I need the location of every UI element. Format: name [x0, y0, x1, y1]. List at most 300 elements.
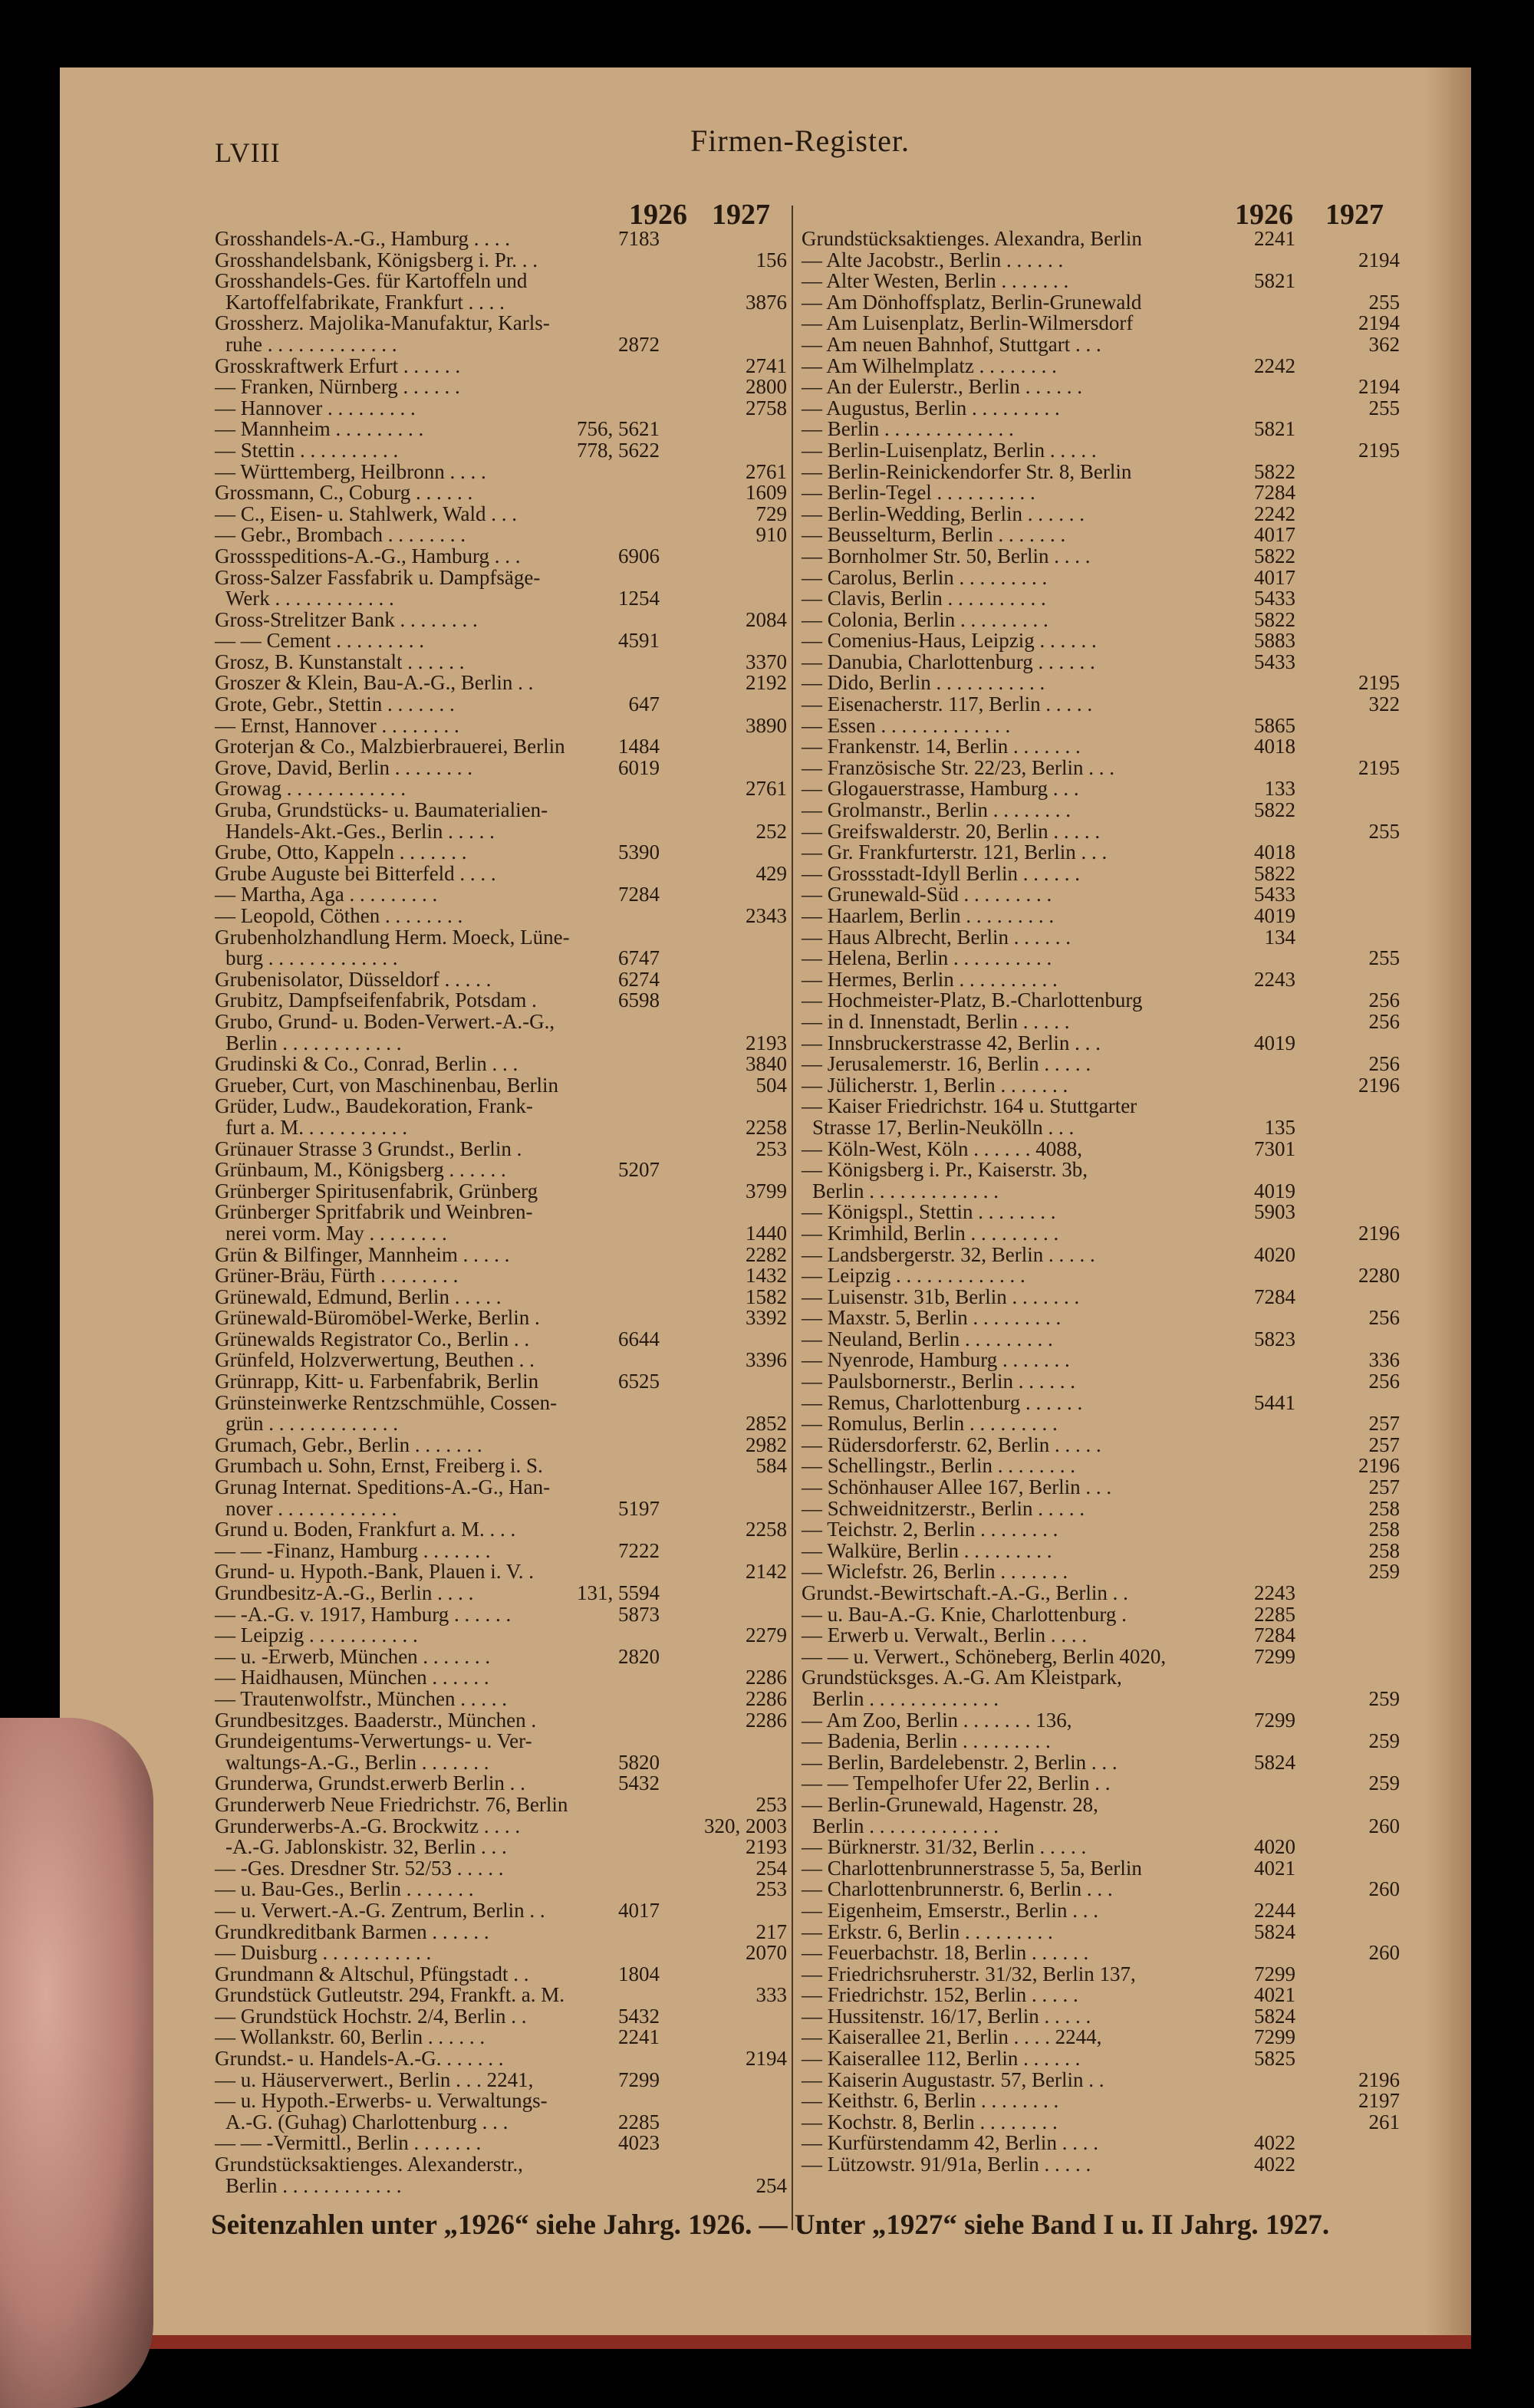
entry-name: — Schellingstr., Berlin . . . . . . . . — [802, 1454, 1075, 1478]
entry-name: Grund- u. Hypoth.-Bank, Plauen i. V. . — [215, 1560, 534, 1584]
entry-name: — Schönhauser Allee 167, Berlin . . . — [802, 1475, 1112, 1499]
page-ref-1927: 217 — [755, 1919, 787, 1943]
register-entry — [802, 356, 1407, 377]
register-entry — [215, 2091, 798, 2112]
entry-name: Grube, Otto, Kappeln . . . . . . . — [215, 840, 467, 864]
register-entry — [215, 1435, 798, 1456]
entry-name: Grosz, B. Kunstanstalt . . . . . . — [215, 650, 465, 673]
register-entry — [802, 2112, 1407, 2133]
page-ref-1927: 258 — [1368, 1538, 1400, 1562]
register-entry — [802, 1287, 1407, 1308]
entry-name: Grüder, Ludw., Baudekoration, Frank- — [215, 1094, 533, 1118]
page-ref-1926: 2243 — [1254, 967, 1295, 991]
page-ref-1927: 256 — [1368, 989, 1400, 1012]
page-title: Firmen-Register. — [690, 123, 910, 158]
page-ref-1927: 2286 — [746, 1686, 787, 1710]
register-entry — [215, 1390, 798, 1414]
register-entry — [215, 1837, 798, 1858]
entry-name: — — u. Verwert., Schöneberg, Berlin 4020, — [802, 1644, 1167, 1668]
page-ref-1926: 6906 — [618, 544, 660, 567]
register-entry — [802, 927, 1407, 949]
entry-name: — Teichstr. 2, Berlin . . . . . . . . — [802, 1518, 1058, 1541]
page-ref-1926: 4019 — [1254, 904, 1295, 927]
register-entry — [802, 969, 1407, 991]
entry-name: -A.-G. Jablonskistr. 32, Berlin . . . — [225, 1835, 507, 1859]
entry-name: — Dido, Berlin . . . . . . . . . . . — [802, 671, 1045, 695]
entry-name: — Greifswalderstr. 20, Berlin . . . . . — [802, 819, 1101, 843]
register-entry — [802, 2070, 1407, 2091]
register-entry — [215, 1900, 798, 1922]
register-entry — [215, 1919, 798, 1943]
register-entry — [215, 377, 798, 398]
entry-name: — Berlin-Luisenplatz, Berlin . . . . . — [802, 438, 1097, 462]
register-entry — [802, 1646, 1407, 1668]
register-entry — [802, 1456, 1407, 1477]
entry-name: — Erkstr. 6, Berlin . . . . . . . . . — [802, 1919, 1053, 1943]
register-entry — [802, 313, 1407, 334]
page-ref-1926: 7301 — [1254, 1137, 1295, 1160]
entry-name: Grumbach u. Sohn, Ernst, Freiberg i. S. — [215, 1454, 543, 1478]
register-entry — [215, 1879, 798, 1900]
entry-name: Grosshandels-Ges. für Kartoffeln und — [215, 269, 528, 293]
entry-name: Grün & Bilfinger, Mannheim . . . . . — [215, 1242, 510, 1266]
register-entry — [802, 755, 1407, 779]
entry-name: — Alte Jacobstr., Berlin . . . . . . — [802, 248, 1064, 271]
entry-name: — Trautenwolfstr., München . . . . . — [215, 1686, 507, 1710]
page-ref-1927: 257 — [1368, 1433, 1400, 1456]
register-entry — [802, 2091, 1407, 2112]
page-ref-1926: 1254 — [618, 587, 660, 610]
register-column-left — [215, 198, 798, 2196]
register-entry — [802, 1583, 1407, 1604]
register-entry — [802, 1837, 1407, 1858]
page-ref-1926: 7284 — [1254, 1285, 1295, 1308]
entry-name: — Berlin-Wedding, Berlin . . . . . . — [802, 502, 1085, 525]
entry-name: — Kaiserallee 112, Berlin . . . . . . — [802, 2047, 1081, 2071]
register-entry — [802, 588, 1407, 610]
page-ref-1926: 5822 — [1254, 798, 1295, 822]
entry-name: Gross-Strelitzer Bank . . . . . . . . — [215, 607, 478, 631]
year-1927-heading: 1927 — [712, 199, 770, 231]
page-ref-1927: 255 — [1368, 290, 1400, 314]
entry-name: Gruba, Grundstücks- u. Baumaterialien- — [215, 798, 548, 822]
register-entry — [215, 482, 798, 504]
entry-name: Grubo, Grund- u. Boden-Verwert.-A.-G., — [215, 1009, 555, 1033]
page-ref-1927: 2195 — [1358, 671, 1400, 695]
register-entry — [802, 673, 1407, 694]
entry-name: Grote, Gebr., Stettin . . . . . . . — [215, 692, 455, 716]
entry-name: — Friedrichstr. 152, Berlin . . . . . — [802, 1983, 1078, 2007]
page-ref-1927: 1432 — [746, 1264, 787, 1288]
register-entry — [802, 1604, 1407, 1626]
page-ref-1926: 5823 — [1254, 1327, 1295, 1350]
register-entry — [802, 1985, 1407, 2006]
page-ref-1926: 4591 — [618, 629, 660, 653]
entry-name: — Berlin . . . . . . . . . . . . . — [802, 417, 1014, 441]
register-entry — [802, 1919, 1407, 1943]
register-entry — [215, 525, 798, 546]
entry-name: — Glogauerstrasse, Hamburg . . . — [802, 777, 1079, 801]
register-entry — [215, 800, 798, 821]
entry-name: Grossherz. Majolika-Manufaktur, Karls- — [215, 311, 550, 335]
entry-name: — -Ges. Dresdner Str. 52/53 . . . . . — [215, 1856, 504, 1880]
page-ref-1926: 7284 — [1254, 1623, 1295, 1647]
page-ref-1926: 4017 — [1254, 523, 1295, 547]
entry-name: Grünbaum, M., Königsberg . . . . . . — [215, 1158, 506, 1182]
register-entry — [215, 440, 798, 462]
entry-name: Grundmann & Altschul, Pfüngstadt . . — [215, 1962, 529, 1985]
register-entry — [802, 1667, 1407, 1689]
entry-name: — Jülicherstr. 1, Berlin . . . . . . . — [802, 1073, 1068, 1097]
page-ref-1926: 7183 — [618, 227, 660, 250]
page-ref-1926: 1804 — [618, 1962, 660, 1985]
entry-name: — in d. Innenstadt, Berlin . . . . . — [802, 1009, 1070, 1033]
register-entry — [802, 906, 1407, 927]
entry-name: — Gr. Frankfurterstr. 121, Berlin . . . — [802, 840, 1108, 864]
register-entry — [215, 1752, 798, 1774]
entry-name: — Charlottenbrunnerstr. 6, Berlin . . . — [802, 1877, 1113, 1901]
entry-name: Grünrapp, Kitt- u. Farbenfabrik, Berlin — [215, 1370, 539, 1393]
entry-name: — Am Zoo, Berlin . . . . . . . 136, — [802, 1708, 1072, 1732]
register-entry — [802, 2154, 1407, 2176]
register-entry — [215, 1117, 798, 1139]
page-ref-1927: 2197 — [1358, 2089, 1400, 2113]
page-ref-1927: 2761 — [746, 777, 787, 801]
register-entry — [215, 1413, 798, 1435]
page-ref-1927: 256 — [1368, 1370, 1400, 1393]
entry-name: Grund u. Boden, Frankfurt a. M. . . . — [215, 1518, 516, 1541]
register-entry — [802, 440, 1407, 462]
page-ref-1927: 1582 — [746, 1285, 787, 1308]
register-entry — [802, 398, 1407, 419]
register-entry — [215, 1604, 798, 1626]
entry-name: — Kurfürstendamm 42, Berlin . . . . — [802, 2131, 1098, 2155]
entry-name: — Colonia, Berlin . . . . . . . . . — [802, 607, 1048, 631]
entry-name: — u. Häuserverwert., Berlin . . . 2241, — [215, 2068, 534, 2091]
entry-name: — Schweidnitzerstr., Berlin . . . . . — [802, 1496, 1085, 1520]
register-entry — [215, 607, 798, 631]
register-entry — [215, 1096, 798, 1117]
entry-name: Grueber, Curt, von Maschinenbau, Berlin — [215, 1073, 559, 1097]
page-ref-1926: 2243 — [1254, 1581, 1295, 1604]
entry-name: Grundst.- u. Handels-A.-G. . . . . . . — [215, 2047, 504, 2071]
page-ref-1926: 647 — [628, 692, 660, 716]
entry-name: — Luisenstr. 31b, Berlin . . . . . . . — [802, 1285, 1080, 1308]
register-entry — [802, 250, 1407, 271]
entry-name: — Ernst, Hannover . . . . . . . . — [215, 713, 459, 737]
entry-name: — Bürknerstr. 31/32, Berlin . . . . . — [802, 1835, 1087, 1859]
entry-name: — Hochmeister-Platz, B.-Charlottenburg — [802, 989, 1143, 1012]
register-entry — [802, 567, 1407, 589]
entry-name: Berlin . . . . . . . . . . . . . — [812, 1179, 999, 1202]
register-entry — [802, 377, 1407, 398]
page-ref-1927: 910 — [755, 523, 787, 547]
page-ref-1927: 256 — [1368, 1052, 1400, 1076]
page-ref-1927: 2070 — [746, 1941, 787, 1965]
register-entry — [802, 1879, 1407, 1900]
page-ref-1927: 261 — [1368, 2110, 1400, 2133]
register-entry — [802, 1223, 1407, 1245]
register-entry — [215, 2048, 798, 2070]
page-ref-1927: 2279 — [746, 1623, 787, 1647]
register-entry — [215, 250, 798, 271]
register-entry — [802, 229, 1407, 250]
page-ref-1926: 6274 — [618, 967, 660, 991]
page-ref-1926: 5822 — [1254, 544, 1295, 567]
register-entry — [802, 1242, 1407, 1266]
page-ref-1926: 5822 — [1254, 459, 1295, 483]
register-entry — [215, 821, 798, 843]
register-entry — [215, 652, 798, 673]
register-entry — [215, 1242, 798, 1266]
page-ref-1927: 2286 — [746, 1708, 787, 1732]
entry-name: — Alter Westen, Berlin . . . . . . . — [802, 269, 1069, 293]
register-entry — [802, 1752, 1407, 1774]
register-entry — [215, 2006, 798, 2028]
register-entry — [802, 1096, 1407, 1117]
register-entry — [802, 1413, 1407, 1435]
entry-name: — Eigenheim, Emserstr., Berlin . . . — [802, 1898, 1098, 1922]
page-ref-1927: 3396 — [746, 1348, 787, 1372]
entry-name: Groterjan & Co., Malzbierbrauerei, Berlin — [215, 735, 565, 758]
page-ref-1927: 252 — [755, 819, 787, 843]
entry-name: — Charlottenbrunnerstrasse 5, 5a, Berlin — [802, 1856, 1142, 1880]
page-ref-1926: 5197 — [618, 1496, 660, 1520]
entry-name: waltungs-A.-G., Berlin . . . . . . . — [225, 1750, 489, 1774]
register-entry — [802, 1816, 1407, 1837]
register-entry — [215, 1538, 798, 1562]
register-entry — [215, 1181, 798, 1202]
entry-name: — Grundstück Hochstr. 2/4, Berlin . . — [215, 2004, 527, 2028]
page-ref-1927: 2193 — [746, 1031, 787, 1054]
entry-name: — Berlin-Grunewald, Hagenstr. 28, — [802, 1792, 1098, 1816]
page-ref-1926: 4023 — [618, 2131, 660, 2155]
register-entry — [802, 990, 1407, 1012]
entry-name: — Helena, Berlin . . . . . . . . . . — [802, 946, 1052, 970]
page-ref-1927: 3392 — [746, 1306, 787, 1330]
register-entry — [215, 1287, 798, 1308]
register-entry — [802, 1519, 1407, 1541]
entry-name: — Neuland, Berlin . . . . . . . . . — [802, 1327, 1053, 1350]
page-ref-1927: 3876 — [746, 290, 787, 314]
entry-name: — Rüdersdorferstr. 62, Berlin . . . . . — [802, 1433, 1101, 1456]
register-entry — [215, 2027, 798, 2048]
register-entry — [802, 1265, 1407, 1287]
register-entry — [215, 1265, 798, 1287]
page-ref-1926: 5433 — [1254, 883, 1295, 906]
entry-name: — Grolmanstr., Berlin . . . . . . . . — [802, 798, 1071, 822]
page-ref-1926: 5821 — [1254, 269, 1295, 293]
entry-name: — — Cement . . . . . . . . . — [215, 629, 424, 653]
register-entry — [802, 504, 1407, 525]
register-entry — [802, 1858, 1407, 1880]
entry-name: Handels-Akt.-Ges., Berlin . . . . . — [225, 819, 495, 843]
entry-name: Grosskraftwerk Erfurt . . . . . . — [215, 354, 461, 377]
page-ref-1927: 253 — [755, 1877, 787, 1901]
page-ref-1927: 2761 — [746, 459, 787, 483]
register-entry — [802, 1390, 1407, 1414]
register-entry — [215, 1139, 798, 1160]
entry-name: — Walküre, Berlin . . . . . . . . . — [802, 1538, 1052, 1562]
entry-name: — Haus Albrecht, Berlin . . . . . . — [802, 925, 1071, 949]
page-ref-1927: 3799 — [746, 1179, 787, 1202]
page-ref-1926: 5441 — [1254, 1390, 1295, 1414]
entry-name: — Innsbruckerstrasse 42, Berlin . . . — [802, 1031, 1101, 1054]
register-entry — [802, 1625, 1407, 1646]
page-ref-1926: 135 — [1264, 1115, 1295, 1139]
page-ref-1927: 256 — [1368, 1306, 1400, 1330]
page-ref-1926: 6525 — [618, 1370, 660, 1393]
entry-name: — u. Bau-A.-G. Knie, Charlottenburg . — [802, 1602, 1127, 1626]
page-ref-1927: 333 — [755, 1983, 787, 2007]
entry-name: Grundbesitzges. Baaderstr., München . — [215, 1708, 537, 1732]
page-ref-1927: 1609 — [746, 481, 787, 505]
register-entry — [802, 1900, 1407, 1922]
register-entry — [802, 715, 1407, 737]
entry-name: nover . . . . . . . . . . . . — [225, 1496, 397, 1520]
page-ref-1926: 2872 — [618, 332, 660, 356]
page-ref-1926: 4021 — [1254, 1983, 1295, 2007]
entry-name: — Friedrichsruherstr. 31/32, Berlin 137, — [802, 1962, 1136, 1985]
page-ref-1926: 7284 — [1254, 481, 1295, 505]
page-ref-1927: 2192 — [746, 671, 787, 695]
register-entry — [802, 884, 1407, 906]
register-entry — [802, 1498, 1407, 1520]
entry-name: Grube Auguste bei Bitterfeld . . . . — [215, 861, 496, 885]
register-entry — [802, 861, 1407, 885]
register-entry — [215, 504, 798, 525]
entry-name: Berlin . . . . . . . . . . . . . — [812, 1686, 999, 1710]
entry-name: — Haidhausen, München . . . . . . — [215, 1666, 489, 1689]
entry-name: — Hannover . . . . . . . . . — [215, 396, 416, 419]
register-entry — [215, 884, 798, 906]
page-ref-1926: 2820 — [618, 1644, 660, 1668]
register-entry — [215, 313, 798, 334]
entry-name: Berlin . . . . . . . . . . . . . — [812, 1814, 999, 1837]
entry-name: — Königsberg i. Pr., Kaiserstr. 3b, — [802, 1158, 1088, 1182]
entry-name: — Stettin . . . . . . . . . . — [215, 438, 399, 462]
page-ref-1927: 2343 — [746, 904, 787, 927]
entry-name: — Carolus, Berlin . . . . . . . . . — [802, 565, 1048, 589]
register-entry — [802, 459, 1407, 483]
page-ref-1927: 504 — [755, 1073, 787, 1097]
page-ref-1927: 2194 — [1358, 375, 1400, 399]
register-entry — [215, 459, 798, 483]
register-entry — [802, 821, 1407, 843]
entry-name: — Essen . . . . . . . . . . . . . — [802, 713, 1011, 737]
page-ref-1926: 2244 — [1254, 1898, 1295, 1922]
register-entry — [215, 588, 798, 610]
register-entry — [215, 1686, 798, 1710]
book-binding — [67, 2335, 1471, 2349]
entry-name: — Königspl., Stettin . . . . . . . . — [802, 1200, 1056, 1224]
page-ref-1926: 5824 — [1254, 1750, 1295, 1774]
entry-name: — Nyenrode, Hamburg . . . . . . . — [802, 1348, 1070, 1372]
entry-name: — u. Hypoth.-Erwerbs- u. Verwaltungs- — [215, 2089, 548, 2113]
register-entry — [802, 2006, 1407, 2028]
page-ref-1926: 5865 — [1254, 713, 1295, 737]
page-ref-1927: 2282 — [746, 1242, 787, 1266]
register-entry — [802, 1350, 1407, 1371]
register-entry — [802, 2027, 1407, 2048]
register-entry — [802, 1710, 1407, 1732]
page-ref-1927: 253 — [755, 1137, 787, 1160]
register-entry — [802, 1160, 1407, 1181]
year-header — [215, 198, 798, 229]
register-entry — [215, 1858, 798, 1880]
register-entry — [802, 1773, 1407, 1794]
entry-name: Grünberger Spiritusenfabrik, Grünberg — [215, 1179, 538, 1202]
page-ref-1926: 1484 — [618, 735, 660, 758]
entry-name: nerei vorm. May . . . . . . . . — [225, 1221, 447, 1245]
page-ref-1927: 2196 — [1358, 1073, 1400, 1097]
entry-name: — Duisburg . . . . . . . . . . . — [215, 1941, 432, 1965]
register-entry — [215, 2070, 798, 2091]
register-entry — [802, 1009, 1407, 1033]
page-ref-1927: 2982 — [746, 1433, 787, 1456]
entry-name: Groszer & Klein, Bau-A.-G., Berlin . . — [215, 671, 534, 695]
entry-name: Grundstücksaktienges. Alexandra, Berlin — [802, 227, 1142, 250]
register-entry — [215, 1160, 798, 1181]
register-entry — [802, 1139, 1407, 1160]
page-ref-1927: 2195 — [1358, 438, 1400, 462]
entry-name: Grove, David, Berlin . . . . . . . . — [215, 755, 472, 779]
page-ref-1927: 259 — [1368, 1560, 1400, 1584]
entry-name: — Bornholmer Str. 50, Berlin . . . . — [802, 544, 1091, 567]
page-ref-1926: 2285 — [1254, 1602, 1295, 1626]
entry-name: Grundbesitz-A.-G., Berlin . . . . — [215, 1581, 474, 1604]
page-ref-1926: 7284 — [618, 883, 660, 906]
page-ref-1926: 5433 — [1254, 650, 1295, 673]
page-ref-1926: 5207 — [618, 1158, 660, 1182]
page-ref-1927: 2852 — [746, 1412, 787, 1436]
entry-name: — -A.-G. v. 1917, Hamburg . . . . . . — [215, 1602, 512, 1626]
entry-name: — Grunewald-Süd . . . . . . . . . — [802, 883, 1052, 906]
entry-name: Berlin . . . . . . . . . . . . — [225, 2173, 402, 2197]
entry-name: — Franken, Nürnberg . . . . . . — [215, 375, 460, 399]
register-entry — [802, 271, 1407, 292]
entry-name: Grumach, Gebr., Berlin . . . . . . . — [215, 1433, 482, 1456]
register-entry — [215, 1561, 798, 1583]
entry-name: — Haarlem, Berlin . . . . . . . . . — [802, 904, 1055, 927]
page-ref-1927: 2084 — [746, 607, 787, 631]
entry-name: — Eisenacherstr. 117, Berlin . . . . . — [802, 692, 1093, 716]
entry-name: Grünfeld, Holzverwertung, Beuthen . . — [215, 1348, 535, 1372]
page-ref-1927: 2800 — [746, 375, 787, 399]
page-ref-1926: 4020 — [1254, 1835, 1295, 1859]
entry-name: — Lützowstr. 91/91a, Berlin . . . . . — [802, 2153, 1091, 2176]
page-ref-1926: 7299 — [1254, 1962, 1295, 1985]
entry-name: Grossmann, C., Coburg . . . . . . — [215, 481, 473, 505]
page-ref-1926: 4017 — [618, 1898, 660, 1922]
register-entry — [215, 292, 798, 314]
page-ref-1927: 2286 — [746, 1666, 787, 1689]
page-ref-1927: 254 — [755, 2173, 787, 2197]
register-entry — [215, 1583, 798, 1604]
register-entry — [215, 1033, 798, 1054]
page-ref-1927: 2741 — [746, 354, 787, 377]
register-entry — [215, 755, 798, 779]
register-entry — [215, 1308, 798, 1329]
page-ref-1926: 5824 — [1254, 1919, 1295, 1943]
register-entry — [215, 927, 798, 949]
page-ref-1927: 257 — [1368, 1475, 1400, 1499]
entry-name: — — -Vermittl., Berlin . . . . . . . — [215, 2131, 482, 2155]
page-ref-1927: 729 — [755, 502, 787, 525]
page-ref-1927: 429 — [755, 861, 787, 885]
page-ref-1926: 5825 — [1254, 2047, 1295, 2071]
entry-name: — Jerusalemerstr. 16, Berlin . . . . . — [802, 1052, 1091, 1076]
